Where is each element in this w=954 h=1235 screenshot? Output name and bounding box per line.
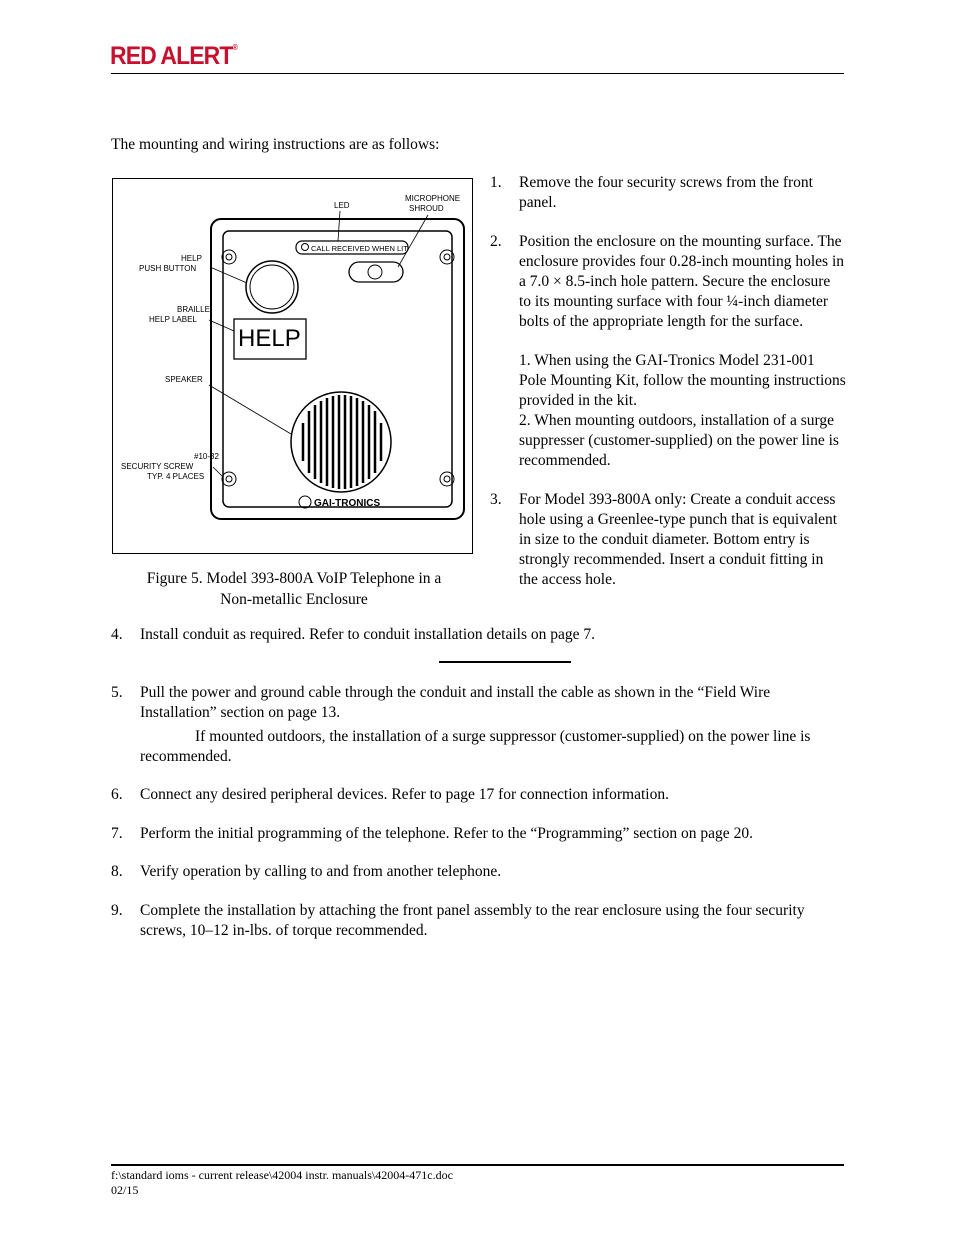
brand-text: GAI-TRONICS xyxy=(314,498,381,509)
screw-label-3: TYP. 4 PLACES xyxy=(147,472,205,481)
footer-date: 02/15 xyxy=(111,1183,139,1197)
note-step5: If mounted outdoors, the installation of a surge suppressor (customer-supplied) on the power line is recommended. xyxy=(140,728,811,765)
braille-label-1: BRAILLE xyxy=(177,305,210,314)
list-item: 2. Position the enclosure on the mounting surface. The enclosure provides four 0.28-inch mounting holes in a 7.0 × 8.5-inch hole pattern. Secure the enclosure to its mounting surface with four ¼-inch diameter bolts of the appropriate length for the surface. xyxy=(490,233,845,330)
list-item: 1. Remove the four security screws from the front panel. xyxy=(490,174,813,211)
intro-text: The mounting and wiring instructions are as follows: xyxy=(111,136,440,153)
figure-telephone-drawing xyxy=(112,178,473,554)
header-rule xyxy=(111,73,844,74)
list-item: 6. Connect any desired peripheral devices. Refer to page 17 for connection information. xyxy=(111,786,669,803)
footer-path: f:\standard ioms - current release\42004 instr. manuals\42004-471c.doc xyxy=(111,1168,453,1182)
telephone-enclosure-drawing xyxy=(113,179,472,553)
divider xyxy=(439,661,571,663)
list-item: 3. For Model 393-800A only: Create a conduit access hole using a Greenlee-type punch that is equivalent in size to the conduit diameter. Bottom entry is strongly recommended. Insert a conduit fitting in the access hole. xyxy=(490,491,838,588)
footer xyxy=(111,1168,453,1198)
help-label-1: HELP xyxy=(181,254,202,263)
red-alert-logo: RED ALERT® xyxy=(110,42,238,70)
figure-caption: Figure 5. Model 393-800A VoIP Telephone in a Non-metallic Enclosure xyxy=(146,570,442,608)
mic-label-2: SHROUD xyxy=(409,204,444,213)
note-item: 1. When using the GAI-Tronics Model 231-001 Pole Mounting Kit, follow the mounting instructions provided in the kit. xyxy=(519,352,846,409)
call-received-label: CALL RECEIVED WHEN LIT xyxy=(311,244,408,253)
note-item: 2. When mounting outdoors, installation of a surge suppresser (customer-supplied) on the power line is recommended. xyxy=(519,412,839,469)
speaker-label: SPEAKER xyxy=(165,375,203,384)
list-item: 4. Install conduit as required. Refer to conduit installation details on page 7. xyxy=(111,626,595,643)
screw-label-2: SECURITY SCREW xyxy=(121,462,194,471)
footer-rule xyxy=(111,1164,844,1166)
braille-label-2: HELP LABEL xyxy=(149,315,197,324)
speaker-grille-icon xyxy=(303,395,381,489)
led-label: LED xyxy=(334,201,350,210)
list-item: 7. Perform the initial programming of the telephone. Refer to the “Programming” section on page 20. xyxy=(111,825,753,842)
help-label-2: PUSH BUTTON xyxy=(139,264,197,273)
steps-right-column xyxy=(490,173,846,590)
list-item: 5. Pull the power and ground cable through the conduit and install the cable as shown in the “Field Wire Installation” section on page 13. xyxy=(111,684,771,721)
list-item: 9. Complete the installation by attaching the front panel assembly to the rear enclosure using the four security screws, 10–12 in-lbs. of torque recommended. xyxy=(111,902,805,939)
mic-label-1: MICROPHONE xyxy=(405,194,461,203)
screw-label-1: #10-32 xyxy=(194,452,219,461)
list-item: 8. Verify operation by calling to and from another telephone. xyxy=(111,863,502,880)
help-sign-text: HELP xyxy=(238,325,301,352)
